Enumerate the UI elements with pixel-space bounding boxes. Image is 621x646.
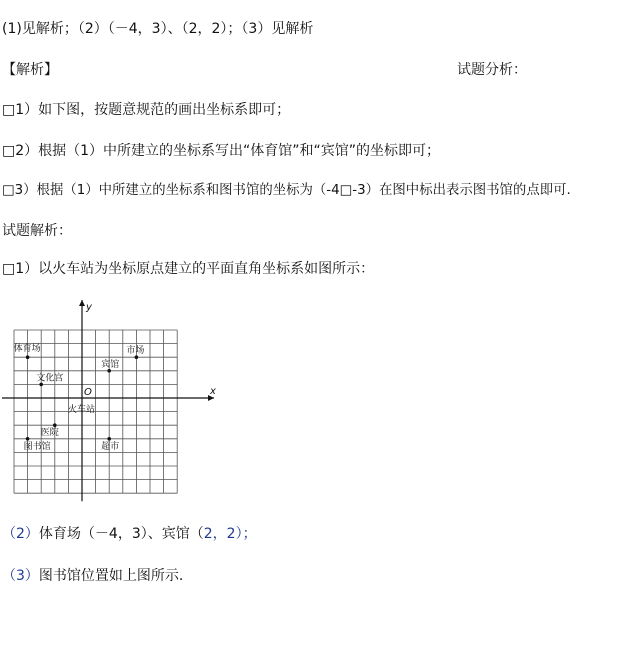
analysis-item-3: □3）根据（1）中所建立的坐标系和图书馆的坐标为（-4□-3）在图中标出表示图书馆的点即可. xyxy=(2,183,571,198)
solution-header: 试题解析： xyxy=(2,223,72,239)
step2-text: 体育场（－4，3）、宾馆（ xyxy=(38,526,204,542)
solution-step-1: □1）以火车站为坐标原点建立的平面直角坐标系如图所示： xyxy=(2,261,375,277)
answer-part2-points: －4，3）、（2，2）； xyxy=(114,21,242,37)
place-label: 图书馆 xyxy=(23,441,51,452)
step2-coordinates: 2，2 xyxy=(203,526,236,542)
solution-step-2: （2）体育场（－4，3）、宾馆（2，2）； xyxy=(2,526,257,542)
place-label: 超市 xyxy=(101,441,120,452)
place-label: 文化宫 xyxy=(36,373,64,384)
place-label: 体育场 xyxy=(13,344,41,355)
coordinate-grid-figure xyxy=(0,296,230,506)
place-point xyxy=(26,355,30,359)
x-axis-label: x xyxy=(210,386,216,397)
answer-part3: （3）见解析 xyxy=(241,21,314,37)
answer-part2-prefix: （2）（ xyxy=(77,21,115,37)
solution-step-3: （3）图书馆位置如上图所示. xyxy=(2,568,184,584)
step2-end: ）； xyxy=(235,526,257,542)
step3-number: 3 xyxy=(16,568,25,584)
place-point xyxy=(107,437,111,441)
step3-text: 图书馆位置如上图所示. xyxy=(38,568,184,584)
analysis-note: 试题分析： xyxy=(457,62,527,78)
place-label: 市场 xyxy=(126,346,145,357)
origin-label: O xyxy=(84,387,92,398)
answer-part1: (1)见解析； xyxy=(2,21,78,37)
analysis-item-1: □1）如下图，按题意规范的画出坐标系即可； xyxy=(2,102,291,118)
coordinate-grid-svg xyxy=(0,296,230,506)
place-label: 医院 xyxy=(40,428,59,439)
place-point xyxy=(53,423,57,427)
place-label: 火车站 xyxy=(68,405,96,415)
place-point xyxy=(26,437,30,441)
step2-number: 2 xyxy=(16,526,25,542)
y-axis-label: y xyxy=(86,302,92,313)
answer-summary xyxy=(2,20,313,38)
place-label: 宾馆 xyxy=(101,359,120,370)
analysis-header: 【解析】 xyxy=(2,62,58,78)
analysis-item-2: □2）根据（1）中所建立的坐标系写出“体育馆”和“宾馆”的坐标即可； xyxy=(2,143,441,159)
y-axis-arrow xyxy=(79,300,85,306)
